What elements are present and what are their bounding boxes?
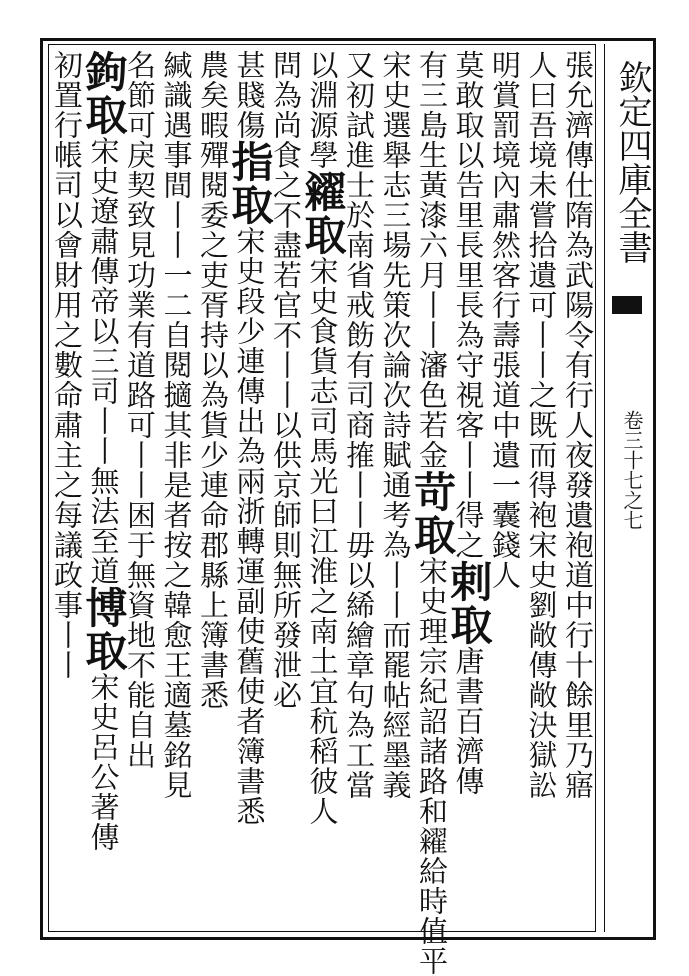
headword: 博取 xyxy=(79,586,129,672)
text-segment: 食之不盡若官不丨丨以供京師則無所發泄必 xyxy=(269,140,303,710)
fold-mark-icon xyxy=(612,296,642,314)
text-segment: 宋史選舉志三場先策次論次詩賦通考為丨丨而罷帖經墨義 xyxy=(378,50,413,800)
text-column xyxy=(377,50,414,928)
text-segment: 宋史遼肅傳帝以三司丨丨無法至道 xyxy=(86,136,121,586)
text-column xyxy=(560,50,597,928)
text-segment: 以淵源學 xyxy=(305,50,340,170)
text-segment: 緘識遇事間丨丨一二自閱擿其非是者按之韓愈王適墓銘見 xyxy=(159,50,194,800)
text-segment: 宋史理宗紀詔諸路和糴給時值平 xyxy=(415,556,449,976)
text-column xyxy=(225,50,275,928)
text-segment: 宋史呂公著傳 xyxy=(86,672,121,852)
text-segment: 又初試進士於南省戒飭有司商搉丨丨毋以絺繪章句為工當 xyxy=(342,50,376,800)
text-segment: 張允濟傳仕隋為武陽令有行人夜發遺袍道中行十餘里乃寤 xyxy=(561,50,595,800)
margin-volume-label: 卷三十七之七 xyxy=(620,410,644,530)
text-segment: 名節可戾契致見功業有道路可丨丨困于無資地不能自出 xyxy=(123,50,157,770)
text-column xyxy=(298,50,348,928)
headword: 苛取 xyxy=(408,470,457,556)
headword: 鉤取 xyxy=(79,50,129,136)
text-column xyxy=(79,50,129,928)
text-segment: 農矣 xyxy=(196,50,230,110)
text-column xyxy=(523,50,560,928)
text-column xyxy=(408,50,457,976)
headword: 指取 xyxy=(225,140,275,226)
text-segment: 唐書百濟傳 xyxy=(451,646,486,796)
text-segment: 人曰吾境未嘗拾遺可丨丨之既而得袍宋史劉敞傳敞決獄訟 xyxy=(524,50,559,800)
text-column xyxy=(122,50,159,928)
headword: 剌取 xyxy=(444,560,494,646)
text-segment: 宋史食貨志司馬光曰江淮之南土宜秔稻彼人 xyxy=(305,256,340,826)
text-column xyxy=(487,50,524,928)
text-segment: 初置行帳司以會財用之數命肅主之 xyxy=(50,50,84,500)
text-segment: 宋史段少連傳出為兩浙轉運副使舊使者簿書悉 xyxy=(232,226,267,826)
text-segment: 明賞罰境內肅然客行壽張道中遺一囊錢人 xyxy=(488,50,522,590)
text-segment: 問為尚 xyxy=(269,50,303,140)
text-column xyxy=(49,50,86,928)
headword: 糴取 xyxy=(298,170,348,256)
text-segment: 暇殫閱委之吏胥持以為貨少連命郡縣上簿書悉 xyxy=(196,110,230,710)
text-segment: 莫敢取以告里長里長為守視客丨丨得之 xyxy=(451,50,486,560)
text-column xyxy=(158,50,195,928)
text-segment: 每議政事丨丨 xyxy=(50,500,84,680)
margin-book-title: 欽定四庫全書 xyxy=(612,60,652,264)
text-column xyxy=(195,50,232,928)
text-segment: 甚賤傷 xyxy=(232,50,267,140)
text-segment: 有三島生黃漆六月丨丨瀋色若金 xyxy=(415,50,449,470)
